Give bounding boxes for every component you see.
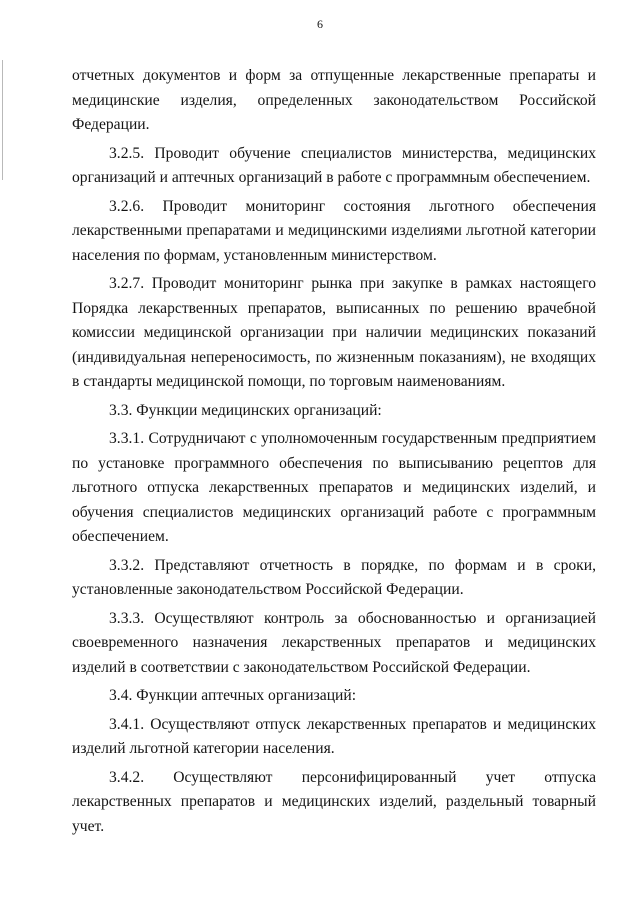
paragraph-3-3-2: 3.3.2. Представляют отчетность в порядке, по формам и в сроки, установленные законодательством Российской Федерации. <box>72 556 596 598</box>
paragraph-continuation: отчетных документов и форм за отпущенные лекарственные препараты и медицинские изделия, определенных законодательством Российской Федерации. <box>72 67 596 133</box>
page-number: 6 <box>317 17 323 31</box>
paragraph-3-2-7: 3.2.7. Проводит мониторинг рынка при закупке в рамках настоящего Порядка лекарственных препаратов, выписанных по решению врачебной комиссии медицинской организации при наличии медицинских показаний (индивидуальная непереносимость, по жизненным показаниям), не входящих в стандарты медицинской помощи, по торговым наименованиям. <box>72 275 596 390</box>
paragraph-3-3-1: 3.3.1. Сотрудничают с уполномоченным государственным предприятием по установке программного обеспечения по выписыванию рецептов для льготного отпуска лекарственных препаратов и медицинских изделий, и обучения специалистов медицинских организаций работе с программным обеспечением. <box>72 430 596 545</box>
section-heading-3-3: 3.3. Функции медицинских организаций: <box>109 401 382 419</box>
scan-edge-mark <box>2 60 3 180</box>
paragraph-3-3-3: 3.3.3. Осуществляют контроль за обоснованностью и организацией своевременного назначения лекарственных препаратов и медицинских изделий в соответствии с законодательством Российской Федерации. <box>72 609 596 676</box>
paragraph-3-4-2: 3.4.2. Осуществляют персонифицированный учет отпуска лекарственных препаратов и медицинских изделий, раздельный товарный учет. <box>72 768 596 835</box>
paragraph-3-4-1: 3.4.1. Осуществляют отпуск лекарственных препаратов и медицинских изделий льготной категории населения. <box>72 715 596 757</box>
document-body <box>72 64 596 843</box>
paragraph-3-2-5: 3.2.5. Проводит обучение специалистов министерства, медицинских организаций и аптечных организаций в работе с программным обеспечением. <box>72 144 596 186</box>
section-heading-3-4: 3.4. Функции аптечных организаций: <box>109 687 357 704</box>
paragraph-3-2-6: 3.2.6. Проводит мониторинг состояния льготного обеспечения лекарственными препаратами и медицинскими изделиями льготной категории населения по формам, установленным министерством. <box>72 197 596 264</box>
